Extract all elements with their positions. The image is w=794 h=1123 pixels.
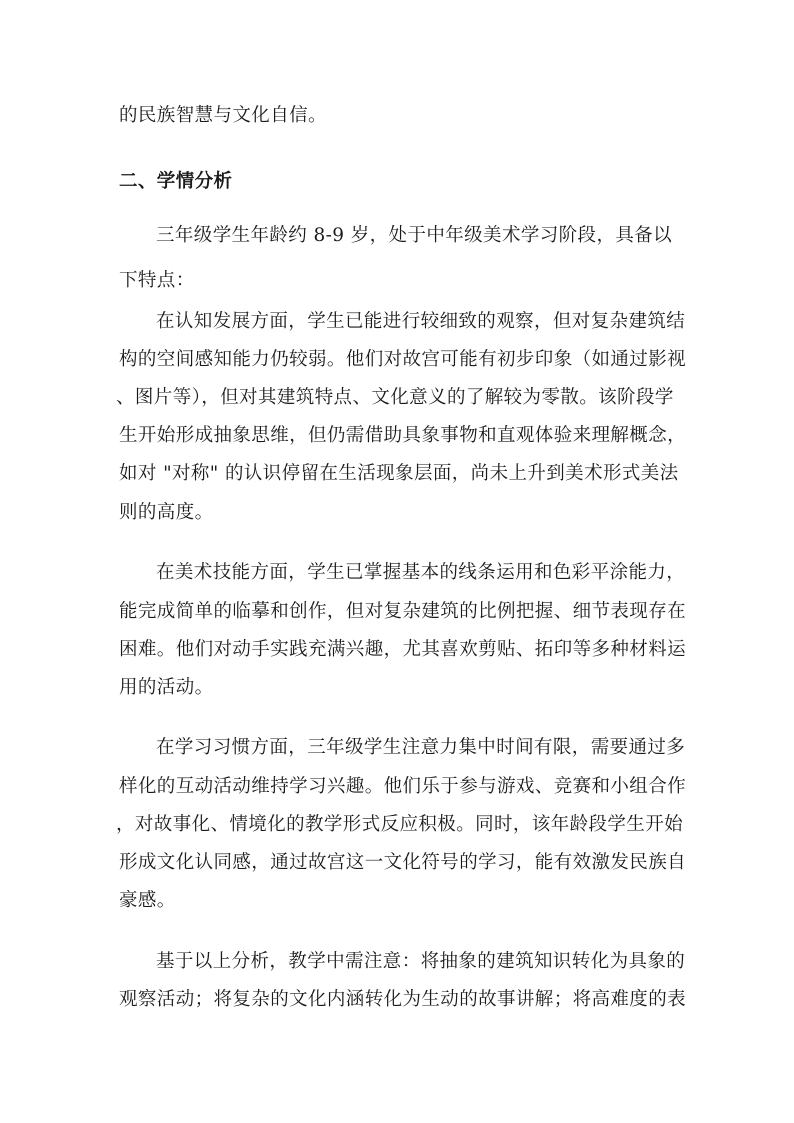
- paragraph-4-line-4: 形成文化认同感，通过故宫这一文化符号的学习，能有效激发民族自: [119, 852, 687, 873]
- paragraph-3-line-4: 用的活动。: [119, 677, 214, 698]
- paragraph-3-line-3: 困难。他们对动手实践充满兴趣，尤其喜欢剪贴、拓印等多种材料运: [119, 639, 687, 660]
- section-heading: 二、学情分析: [119, 171, 233, 192]
- paragraph-2-line-6: 则的高度。: [119, 502, 214, 523]
- continuation-line: 的民族智慧与文化自信。: [119, 105, 327, 126]
- paragraph-2-line-2: 构的空间感知能力仍较弱。他们对故宫可能有初步印象（如通过影视: [119, 349, 687, 370]
- paragraph-4-line-3: ，对故事化、情境化的教学形式反应积极。同时，该年龄段学生开始: [116, 814, 684, 835]
- paragraph-4-line-5: 豪感。: [119, 890, 176, 911]
- paragraph-2-line-5: 如对 "对称" 的认识停留在生活现象层面，尚未上升到美术形式美法: [119, 463, 679, 484]
- paragraph-1-line-1: 三年级学生年龄约 8-9 岁，处于中年级美术学习阶段，具备以: [156, 225, 673, 246]
- paragraph-4-line-2: 样化的互动活动维持学习兴趣。他们乐于参与游戏、竞赛和小组合作: [119, 776, 687, 797]
- paragraph-5-line-2: 观察活动；将复杂的文化内涵转化为生动的故事讲解；将高难度的表: [119, 989, 687, 1010]
- paragraph-3-line-2: 能完成简单的临摹和创作，但对复杂建筑的比例把握、细节表现存在: [119, 601, 687, 622]
- paragraph-2-line-4: 生开始形成抽象思维，但仍需借助具象事物和直观体验来理解概念，: [119, 425, 687, 446]
- paragraph-2-line-1: 在认知发展方面，学生已能进行较细致的观察，但对复杂建筑结: [156, 311, 686, 332]
- paragraph-3-line-1: 在美术技能方面，学生已掌握基本的线条运用和色彩平涂能力，: [156, 562, 686, 583]
- paragraph-5-line-1: 基于以上分析，教学中需注意：将抽象的建筑知识转化为具象的: [156, 951, 686, 972]
- paragraph-2-line-3: 、图片等），但对其建筑特点、文化意义的了解较为零散。该阶段学: [116, 387, 674, 408]
- paragraph-4-line-1: 在学习习惯方面，三年级学生注意力集中时间有限，需要通过多: [156, 737, 686, 758]
- paragraph-1-line-2: 下特点：: [119, 270, 195, 291]
